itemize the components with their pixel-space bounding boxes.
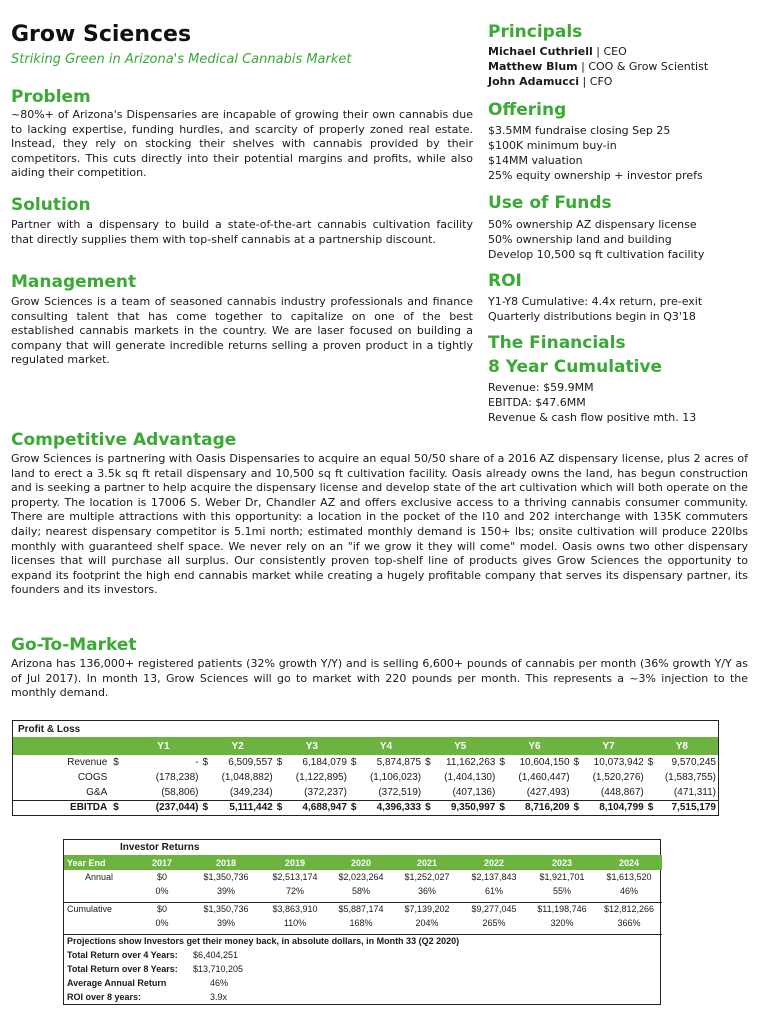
cell: 61% [484, 886, 503, 896]
principal-role: | CEO [592, 45, 627, 58]
year-header: 2018 [190, 855, 262, 870]
gotomarket-heading: Go-To-Market [11, 635, 137, 655]
financials-line: EBITDA: $47.6MM [488, 396, 586, 409]
cell: $2,137,843 [471, 872, 517, 882]
cell: 168% [349, 918, 373, 928]
financials-line: Revenue & cash flow positive mth. 13 [488, 411, 697, 424]
cell: $ 8,716,209 [497, 800, 571, 815]
cell: (1,404,130) [444, 772, 496, 783]
cell: $2,023,264 [338, 872, 384, 882]
table-row [64, 884, 662, 898]
cell: (427,493) [526, 786, 570, 798]
investor-returns-table [63, 839, 661, 1005]
principal-3 [488, 74, 708, 89]
principal-role: | COO & Grow Scientist [577, 60, 709, 73]
year-header: 2022 [460, 855, 528, 870]
cell: (1,048,882) [221, 772, 273, 783]
roi-list [488, 294, 702, 324]
summary-label: ROI over 8 years: [67, 992, 142, 1002]
cell: 55% [552, 886, 571, 896]
cell: $ 11,162,263 [425, 757, 496, 768]
profit-loss-caption: Profit & Loss [18, 723, 81, 735]
cell: $1,350,736 [203, 872, 249, 882]
year-header: Y1 [126, 737, 200, 755]
summary-value: $13,710,205 [193, 964, 244, 974]
solution-text: Partner with a dispensary to build a state-of-the-art cannabis cultivation facility that directly supplies them with top-shelf cannabis at a partnership discount. [11, 218, 473, 246]
gotomarket-text: Arizona has 136,000+ registered patients (32% growth Y/Y) and is selling 6,600+ pounds of cannabis per month (36% growth Y/Y as of Jul 2017). In month 13, Grow Sciences will go to market with 220 pounds per month. This represents a ~3% injection to the monthly demand. [11, 657, 748, 700]
cell: $7,139,202 [404, 904, 450, 915]
year-header: Y8 [646, 737, 718, 755]
roi-line: Y1-Y8 Cumulative: 4.4x return, pre-exit [488, 295, 703, 308]
table-row [64, 902, 662, 916]
cell: $ 5,111,442 [201, 800, 275, 815]
cell: (407,136) [452, 786, 496, 798]
cell: $12,812,266 [604, 904, 655, 915]
cell: $1,921,701 [539, 872, 585, 882]
currency-mark: $ [113, 757, 119, 768]
investor-header-row [64, 855, 662, 870]
cell: $ 6,184,079 [276, 757, 347, 768]
cell: - [195, 757, 199, 768]
cell: (471,311) [673, 786, 716, 798]
cell: (1,520,276) [592, 772, 644, 783]
cell: 320% [550, 918, 574, 928]
table-row [64, 916, 662, 930]
table-row-ebitda [13, 800, 718, 815]
cell: $5,887,174 [338, 904, 384, 915]
year-header: 2019 [262, 855, 328, 870]
cell: $ 6,509,557 [202, 757, 273, 768]
cell: 204% [415, 918, 439, 928]
cell: 39% [216, 886, 235, 896]
currency-mark [109, 785, 126, 800]
cell: 0% [155, 886, 169, 896]
year-header: 2020 [328, 855, 394, 870]
profit-loss-header-row [13, 737, 718, 755]
cell: (372,519) [378, 786, 422, 798]
year-header: Y2 [201, 737, 275, 755]
management-text: Grow Sciences is a team of seasoned cannabis industry professionals and finance consulting talent that has come together to capitalize on one of the best established cannabis markets in the country. We are laser focused on building a company that will generate incredible returns selling a proven product in a tightly regulated market. [11, 295, 473, 367]
principal-1 [488, 44, 708, 59]
use-of-funds-heading: Use of Funds [488, 193, 612, 213]
row-label: Cumulative [67, 904, 113, 915]
principals-list [488, 44, 708, 89]
cell: 46% [620, 886, 639, 896]
summary-value: $6,404,251 [193, 950, 239, 960]
cell: $9,277,045 [471, 904, 517, 915]
profit-loss-table [12, 720, 719, 816]
use-of-funds-line: 50% ownership AZ dispensary license [488, 218, 697, 231]
cell: $2,513,174 [272, 872, 318, 882]
cell: $ 10,073,942 [573, 757, 644, 768]
cell: (1,460,447) [518, 772, 570, 783]
cell: 366% [617, 918, 641, 928]
problem-text: ~80%+ of Arizona's Dispensaries are incapable of growing their own cannabis due to lacking expertise, funding hurdles, and scarcity of properly zoned real estate. Instead, they rely on stocking their shelves with cannabis provided by their competitors. This cuts directly into their potential margins and profits, while also aiding their competition. [11, 108, 473, 180]
principals-heading: Principals [488, 22, 583, 42]
cell: $ 8,104,799 [572, 800, 646, 815]
cell: $1,613,520 [606, 872, 652, 882]
cell: (1,122,895) [295, 772, 347, 783]
cell: 0% [155, 918, 169, 928]
cell: 36% [417, 886, 436, 896]
year-end-label: Year End [64, 855, 134, 870]
principal-name: Matthew Blum [488, 60, 578, 73]
table-row [13, 785, 718, 800]
problem-heading: Problem [11, 87, 91, 107]
cell: $3,863,910 [272, 904, 318, 915]
cell: (1,583,755) [664, 772, 716, 783]
cell: (372,237) [304, 786, 347, 798]
cell: $0 [156, 904, 167, 915]
cell: 110% [283, 918, 307, 928]
offering-line: $14MM valuation [488, 154, 583, 167]
year-header: Y3 [275, 737, 349, 755]
financials-heading: The Financials [488, 333, 626, 353]
summary-label: Total Return over 4 Years: [67, 950, 178, 960]
offering-list [488, 123, 703, 183]
cell: (1,106,023) [369, 772, 422, 783]
cell: (237,044) [126, 800, 200, 815]
currency-mark: $ [109, 800, 126, 815]
table-row [64, 870, 662, 884]
cell: $ 9,570,245 [647, 757, 716, 768]
use-of-funds-list [488, 217, 704, 262]
table-row [13, 770, 718, 785]
page-title: Grow Sciences [11, 22, 192, 47]
row-label: EBITDA [13, 800, 109, 815]
summary-value: 3.9x [210, 992, 228, 1002]
competitive-heading: Competitive Advantage [11, 430, 237, 450]
principal-name: John Adamucci [488, 75, 580, 88]
tagline: Striking Green in Arizona's Medical Cannabis Market [11, 52, 352, 67]
year-header: 2021 [394, 855, 460, 870]
cell: $1,350,736 [203, 904, 249, 915]
year-header: Y5 [423, 737, 497, 755]
competitive-text: Grow Sciences is partnering with Oasis Dispensaries to acquire an equal 50/50 share of a 2016 AZ dispensary license, plus 2 acres of land to erect a 3.5k sq ft retail dispensary and 10,500 sq ft cultivation facility. Oasis already owns the land, has begun construction and is seeking a partner to help acquire the dispensary license and develop state of the art cultivation which will both operate on the property. The location is 17006 S. Weber Dr, Chandler AZ and offers exclusive access to a thriving cannabis consumer community. There are multiple attractions with this opportunity: a location in the pocket of the I10 and 202 interchange with 135K commuters daily; nearest dispensary competitor is 5.1mi north; estimated monthly demand is 150+ lbs; onsite cultivation will produce 220lbs monthly with guaranteed shelf space. We never rely on an "if we grow it they will come" model. Oasis owns two other dispensary licenses that will purchase all surplus. Our consistently proven top-shelf line of products gives Grow Sciences the opportunity to expand its footprint the high end cannabis market while creating a hugely profitable company that serves its dispensary partner, its founders and its investors. [11, 452, 748, 597]
roi-heading: ROI [488, 271, 522, 291]
payback-note: Projections show Investors get their money back, in absolute dollars, in Month 33 (Q2 2020) [67, 936, 460, 947]
year-header: 2017 [134, 855, 190, 870]
row-label: COGS [77, 772, 108, 783]
management-heading: Management [11, 272, 137, 292]
year-header: 2023 [528, 855, 596, 870]
year-header: Y4 [349, 737, 423, 755]
roi-line: Quarterly distributions begin in Q3'18 [488, 310, 696, 323]
summary-row [64, 962, 662, 976]
summary-label: Average Annual Return [67, 978, 167, 988]
cell: $1,252,027 [404, 872, 450, 882]
cell: 58% [351, 886, 370, 896]
offering-line: $3.5MM fundraise closing Sep 25 [488, 124, 671, 137]
summary-label: Total Return over 8 Years: [67, 964, 178, 974]
cell: $ 5,874,875 [350, 757, 422, 768]
row-label: Annual [84, 872, 114, 882]
cell: (349,234) [229, 786, 273, 798]
cell: (58,806) [161, 786, 199, 798]
financials-list [488, 380, 696, 425]
cell: $ 10,604,150 [499, 757, 570, 768]
cell: $0 [156, 872, 167, 882]
table-row [13, 755, 718, 770]
principal-2 [488, 59, 708, 74]
principal-name: Michael Cuthriell [488, 45, 593, 58]
offering-line: $100K minimum buy-in [488, 139, 617, 152]
cell: 72% [285, 886, 304, 896]
cell: $ 7,515,179 [646, 800, 718, 815]
row-label: Revenue [67, 757, 108, 768]
year-header: 2024 [596, 855, 662, 870]
cell: (448,867) [600, 786, 644, 798]
cell: $ 4,688,947 [275, 800, 349, 815]
financials-line: Revenue: $59.9MM [488, 381, 594, 394]
row-label: G&A [86, 786, 108, 798]
offering-line: 25% equity ownership + investor prefs [488, 169, 703, 182]
solution-heading: Solution [11, 195, 91, 215]
financials-subheading: 8 Year Cumulative [488, 357, 663, 377]
cell: (178,238) [155, 772, 199, 783]
cell: $ 4,396,333 [349, 800, 423, 815]
principal-role: | CFO [579, 75, 613, 88]
investor-returns-caption: Investor Returns [120, 842, 200, 853]
cell: 265% [482, 918, 506, 928]
year-header: Y7 [572, 737, 646, 755]
cell: $ 9,350,997 [423, 800, 497, 815]
cell: 39% [216, 918, 235, 928]
use-of-funds-line: Develop 10,500 sq ft cultivation facility [488, 248, 705, 261]
year-header: Y6 [497, 737, 571, 755]
currency-mark [109, 770, 126, 785]
summary-row [64, 948, 662, 962]
summary-value: 46% [210, 978, 229, 988]
summary-row [64, 990, 662, 1004]
summary-row [64, 976, 662, 990]
offering-heading: Offering [488, 100, 567, 120]
cell: $11,198,746 [537, 904, 587, 915]
use-of-funds-line: 50% ownership land and building [488, 233, 672, 246]
